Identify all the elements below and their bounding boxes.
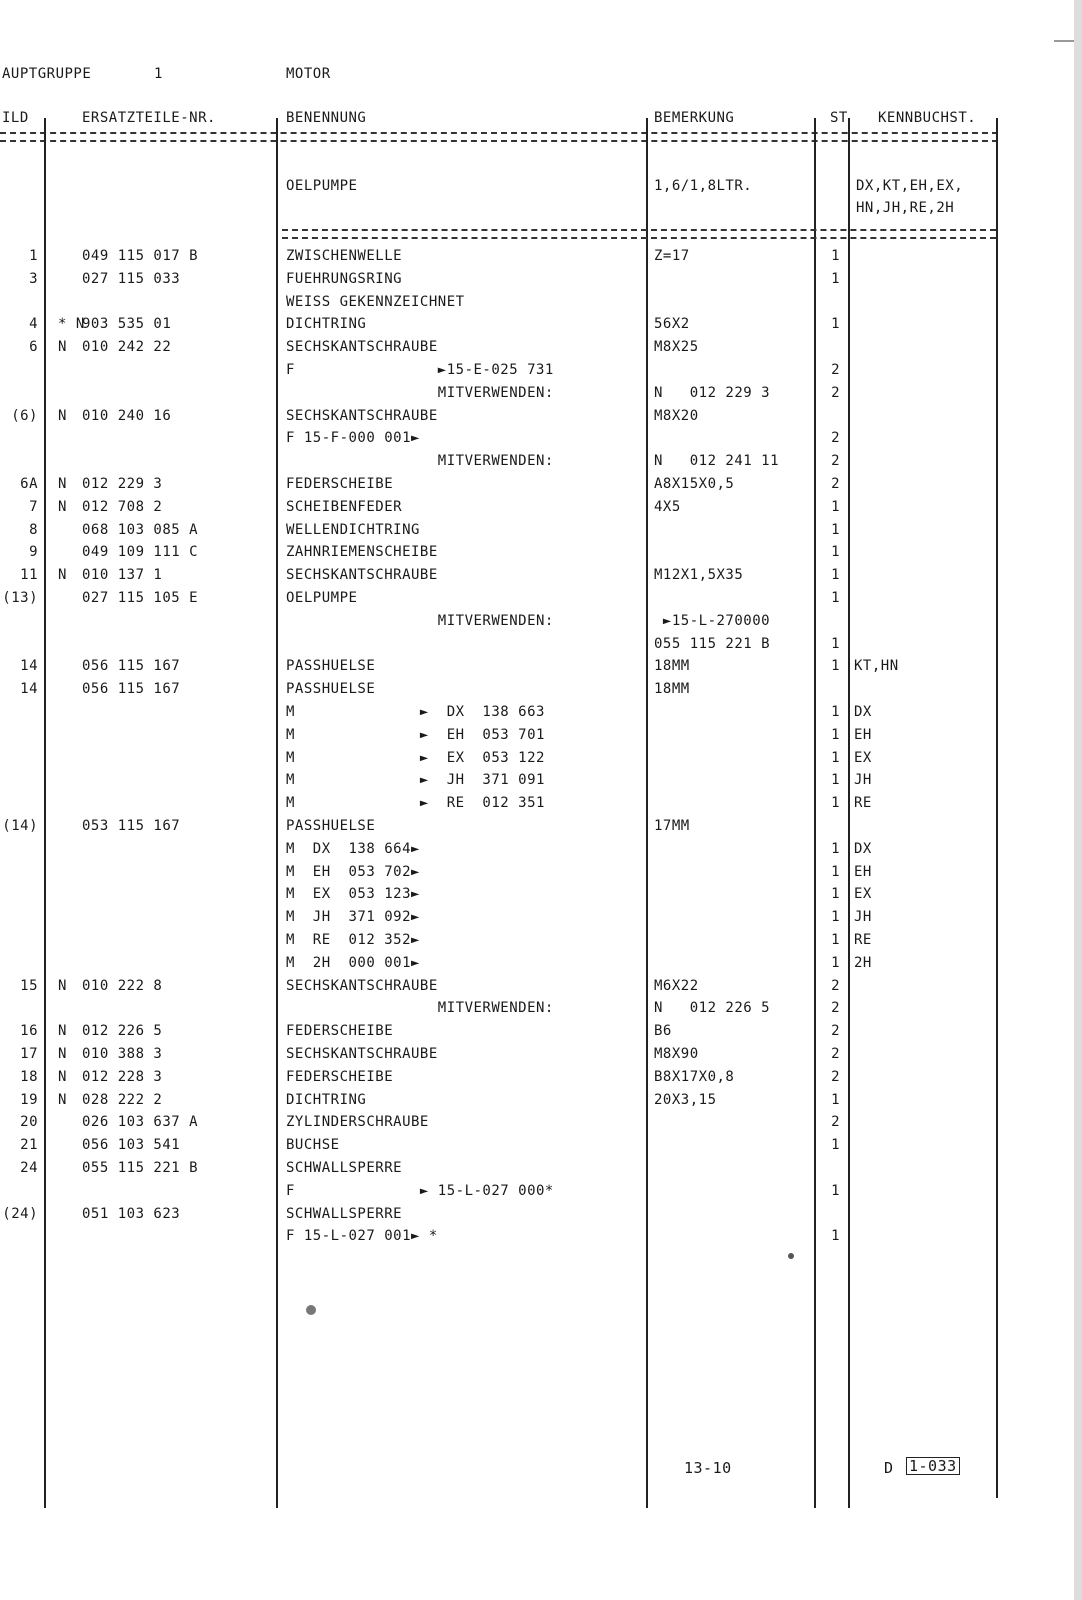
row-part-number: 012 226 5 xyxy=(82,1023,163,1040)
row-part-name: M JH 371 092► xyxy=(286,909,420,926)
row-remark: 4X5 xyxy=(654,498,681,515)
row-part-number: 055 115 221 B xyxy=(82,1160,199,1176)
row-part-name: MITVERWENDEN: xyxy=(286,1000,554,1017)
row-bild-number: 15 xyxy=(20,977,38,994)
catalog-code-box: 1-033 xyxy=(906,1457,960,1475)
row-bild-number: 7 xyxy=(29,498,38,515)
row-quantity: 1 xyxy=(831,590,840,606)
row-code-letters: EX xyxy=(854,749,872,766)
section-kenn-line1: DX,KT,EH,EX, xyxy=(856,178,964,194)
row-quantity: 2 xyxy=(831,977,840,994)
row-bild-number: 4 xyxy=(29,316,38,333)
row-quantity: 1 xyxy=(831,658,840,675)
row-part-name: DICHTRING xyxy=(286,1091,367,1108)
row-quantity: 1 xyxy=(831,635,840,652)
row-part-number: 051 103 623 xyxy=(82,1205,181,1222)
section-remark: 1,6/1,8LTR. xyxy=(654,178,753,194)
col-name: BENENNUNG xyxy=(286,110,367,126)
row-part-name: F ► 15-L-027 000* xyxy=(286,1182,554,1199)
row-remark: Z=17 xyxy=(654,248,690,264)
col-remark: BEMERKUNG xyxy=(654,110,735,126)
row-quantity: 2 xyxy=(831,1068,840,1085)
row-part-name: PASSHUELSE xyxy=(286,681,376,698)
row-quantity: 2 xyxy=(831,1023,840,1040)
row-part-name: M EX 053 123► xyxy=(286,886,420,903)
row-quantity: 1 xyxy=(831,704,840,720)
row-marker: N xyxy=(58,977,67,994)
row-part-number: 053 115 167 xyxy=(82,818,181,834)
col-bild: ILD xyxy=(2,110,29,126)
row-quantity: 1 xyxy=(831,1228,840,1245)
row-code-letters: EH xyxy=(854,726,872,743)
row-bild-number: 3 xyxy=(29,270,38,287)
row-part-number: 049 115 017 B xyxy=(82,248,199,264)
language-code: D xyxy=(884,1459,894,1477)
row-remark: M6X22 xyxy=(654,977,699,994)
row-remark: N 012 229 3 xyxy=(654,384,771,401)
row-bild-number: 17 xyxy=(20,1046,38,1062)
row-quantity: 2 xyxy=(831,476,840,492)
row-quantity: 1 xyxy=(831,772,840,789)
row-marker: N xyxy=(58,476,67,492)
row-code-letters: RE xyxy=(854,795,872,812)
row-part-number: 010 388 3 xyxy=(82,1046,163,1062)
column-rule xyxy=(276,118,278,1508)
section-name: OELPUMPE xyxy=(286,178,358,194)
row-part-name: SECHSKANTSCHRAUBE xyxy=(286,977,438,994)
row-part-name: M 2H 000 001► xyxy=(286,954,420,971)
row-quantity: 1 xyxy=(831,270,840,287)
row-remark: M8X20 xyxy=(654,407,699,424)
row-part-name: PASSHUELSE xyxy=(286,658,376,675)
row-bild-number: 20 xyxy=(20,1114,38,1131)
row-quantity: 1 xyxy=(831,567,840,584)
row-part-name: PASSHUELSE xyxy=(286,818,376,834)
row-remark: 56X2 xyxy=(654,316,690,333)
row-part-name: F ►15-E-025 731 xyxy=(286,362,554,378)
row-part-name: MITVERWENDEN: xyxy=(286,384,554,401)
row-bild-number: (13) xyxy=(2,590,38,606)
row-quantity: 1 xyxy=(831,840,840,857)
row-part-name: SCHWALLSPERRE xyxy=(286,1205,403,1222)
row-part-name: SECHSKANTSCHRAUBE xyxy=(286,407,438,424)
row-part-number: 010 242 22 xyxy=(82,339,172,356)
row-code-letters: RE xyxy=(854,932,872,948)
row-part-number: 056 115 167 xyxy=(82,681,181,698)
row-remark: N 012 226 5 xyxy=(654,1000,771,1017)
row-quantity: 2 xyxy=(831,1000,840,1017)
row-part-number: 026 103 637 A xyxy=(82,1114,199,1131)
section-separator xyxy=(282,229,996,239)
row-quantity: 2 xyxy=(831,1114,840,1131)
row-quantity: 2 xyxy=(831,430,840,447)
row-code-letters: EH xyxy=(854,863,872,880)
row-bild-number: 19 xyxy=(20,1091,38,1108)
row-remark: 055 115 221 B xyxy=(654,635,771,652)
row-part-number: 027 115 033 xyxy=(82,270,181,287)
row-part-name: M DX 138 664► xyxy=(286,840,420,857)
row-part-name: FEDERSCHEIBE xyxy=(286,476,394,492)
row-part-name: M EH 053 702► xyxy=(286,863,420,880)
row-marker: N xyxy=(58,1023,67,1040)
row-bild-number: 24 xyxy=(20,1160,38,1176)
row-remark: ►15-L-270000 xyxy=(654,612,771,629)
row-bild-number: 8 xyxy=(29,521,38,538)
row-remark: N 012 241 11 xyxy=(654,453,780,470)
column-rule xyxy=(44,118,46,1508)
row-bild-number: (24) xyxy=(2,1205,38,1222)
row-quantity: 1 xyxy=(831,954,840,971)
row-part-name: M ► EH 053 701 xyxy=(286,726,545,743)
row-quantity: 1 xyxy=(831,498,840,515)
row-bild-number: 6 xyxy=(29,339,38,356)
row-code-letters: JH xyxy=(854,909,872,926)
row-quantity: 1 xyxy=(831,1091,840,1108)
row-bild-number: 14 xyxy=(20,658,38,675)
row-code-letters: JH xyxy=(854,772,872,789)
row-part-number: 903 535 01 xyxy=(82,316,172,333)
row-part-name: F 15-F-000 001► xyxy=(286,430,420,447)
row-part-number: 049 109 111 C xyxy=(82,544,199,561)
row-part-name: M RE 012 352► xyxy=(286,932,420,948)
page-number: 13-10 xyxy=(684,1459,732,1477)
row-part-number: 010 240 16 xyxy=(82,407,172,424)
row-bild-number: 16 xyxy=(20,1023,38,1040)
row-bild-number: 18 xyxy=(20,1068,38,1085)
row-code-letters: DX xyxy=(854,704,872,720)
row-remark: 20X3,15 xyxy=(654,1091,717,1108)
row-part-name: ZWISCHENWELLE xyxy=(286,248,403,264)
row-part-name: MITVERWENDEN: xyxy=(286,612,554,629)
row-bild-number: 1 xyxy=(29,248,38,264)
row-part-number: 027 115 105 E xyxy=(82,590,199,606)
row-quantity: 1 xyxy=(831,726,840,743)
row-marker: N xyxy=(58,1046,67,1062)
scan-speck xyxy=(788,1253,794,1259)
row-quantity: 1 xyxy=(831,1182,840,1199)
row-marker: N xyxy=(58,407,67,424)
row-code-letters: EX xyxy=(854,886,872,903)
row-quantity: 2 xyxy=(831,384,840,401)
row-quantity: 1 xyxy=(831,863,840,880)
row-quantity: 1 xyxy=(831,795,840,812)
row-part-name: M ► DX 138 663 xyxy=(286,704,545,720)
row-part-name: M ► EX 053 122 xyxy=(286,749,545,766)
row-quantity: 1 xyxy=(831,932,840,948)
row-part-number: 028 222 2 xyxy=(82,1091,163,1108)
row-remark: M8X25 xyxy=(654,339,699,356)
group-label: AUPTGRUPPE xyxy=(2,66,92,82)
row-part-name: M ► JH 371 091 xyxy=(286,772,545,789)
row-part-number: 012 228 3 xyxy=(82,1068,163,1085)
row-bild-number: 14 xyxy=(20,681,38,698)
row-part-name: BUCHSE xyxy=(286,1137,340,1154)
row-part-name: FEDERSCHEIBE xyxy=(286,1023,394,1040)
row-bild-number: (14) xyxy=(2,818,38,834)
row-part-name: ZAHNRIEMENSCHEIBE xyxy=(286,544,438,561)
row-part-number: 056 115 167 xyxy=(82,658,181,675)
row-bild-number: (6) xyxy=(11,407,38,424)
row-remark: B8X17X0,8 xyxy=(654,1068,735,1085)
row-marker: N xyxy=(58,1091,67,1108)
row-quantity: 1 xyxy=(831,316,840,333)
row-quantity: 1 xyxy=(831,909,840,926)
row-part-name: F 15-L-027 001► * xyxy=(286,1228,438,1245)
row-part-name: SCHEIBENFEDER xyxy=(286,498,403,515)
row-quantity: 1 xyxy=(831,749,840,766)
row-remark: 18MM xyxy=(654,658,690,675)
row-part-number: 068 103 085 A xyxy=(82,521,199,538)
row-quantity: 1 xyxy=(831,1137,840,1154)
section-kenn-line2: HN,JH,RE,2H xyxy=(856,200,955,216)
row-marker: N xyxy=(58,339,67,356)
row-remark: 17MM xyxy=(654,818,690,834)
row-bild-number: 9 xyxy=(29,544,38,561)
row-part-number: 056 103 541 xyxy=(82,1137,181,1154)
col-st: ST xyxy=(830,110,848,126)
row-part-name: MITVERWENDEN: xyxy=(286,453,554,470)
row-part-number: 012 708 2 xyxy=(82,498,163,515)
row-part-name: SECHSKANTSCHRAUBE xyxy=(286,339,438,356)
group-name: MOTOR xyxy=(286,66,331,82)
page-edge-shadow xyxy=(1074,0,1082,1600)
column-rule xyxy=(996,118,998,1498)
row-part-name: M ► RE 012 351 xyxy=(286,795,545,812)
row-remark: M8X90 xyxy=(654,1046,699,1062)
row-code-letters: 2H xyxy=(854,954,872,971)
row-remark: 18MM xyxy=(654,681,690,698)
row-part-name: DICHTRING xyxy=(286,316,367,333)
column-rule xyxy=(848,118,850,1508)
row-part-name: WELLENDICHTRING xyxy=(286,521,420,538)
row-quantity: 2 xyxy=(831,453,840,470)
column-rule xyxy=(646,118,648,1508)
row-marker: N xyxy=(58,567,67,584)
row-quantity: 1 xyxy=(831,544,840,561)
row-part-name: SECHSKANTSCHRAUBE xyxy=(286,1046,438,1062)
row-bild-number: 6A xyxy=(20,476,38,492)
row-part-number: 010 222 8 xyxy=(82,977,163,994)
col-kenn: KENNBUCHST. xyxy=(878,110,977,126)
row-bild-number: 21 xyxy=(20,1137,38,1154)
row-bild-number: 11 xyxy=(20,567,38,584)
row-quantity: 1 xyxy=(831,886,840,903)
row-part-number: 012 229 3 xyxy=(82,476,163,492)
row-part-name: SCHWALLSPERRE xyxy=(286,1160,403,1176)
col-part-number: ERSATZTEILE-NR. xyxy=(82,110,216,126)
row-part-name: ZYLINDERSCHRAUBE xyxy=(286,1114,429,1131)
row-part-name: OELPUMPE xyxy=(286,590,358,606)
row-quantity: 1 xyxy=(831,521,840,538)
row-remark: B6 xyxy=(654,1023,672,1040)
row-part-name: SECHSKANTSCHRAUBE xyxy=(286,567,438,584)
scan-speck xyxy=(306,1305,316,1315)
row-part-number: 010 137 1 xyxy=(82,567,163,584)
row-part-name: WEISS GEKENNZEICHNET xyxy=(286,293,465,310)
row-remark: M12X1,5X35 xyxy=(654,567,744,584)
row-part-name: FEDERSCHEIBE xyxy=(286,1068,394,1085)
row-code-letters: KT,HN xyxy=(854,658,899,675)
row-quantity: 1 xyxy=(831,248,840,264)
row-marker: N xyxy=(58,498,67,515)
group-number: 1 xyxy=(154,66,163,82)
row-quantity: 2 xyxy=(831,362,840,378)
row-part-name: FUEHRUNGSRING xyxy=(286,270,403,287)
row-code-letters: DX xyxy=(854,840,872,857)
row-quantity: 2 xyxy=(831,1046,840,1062)
row-remark: A8X15X0,5 xyxy=(654,476,735,492)
row-marker: * N xyxy=(58,316,85,333)
row-marker: N xyxy=(58,1068,67,1085)
